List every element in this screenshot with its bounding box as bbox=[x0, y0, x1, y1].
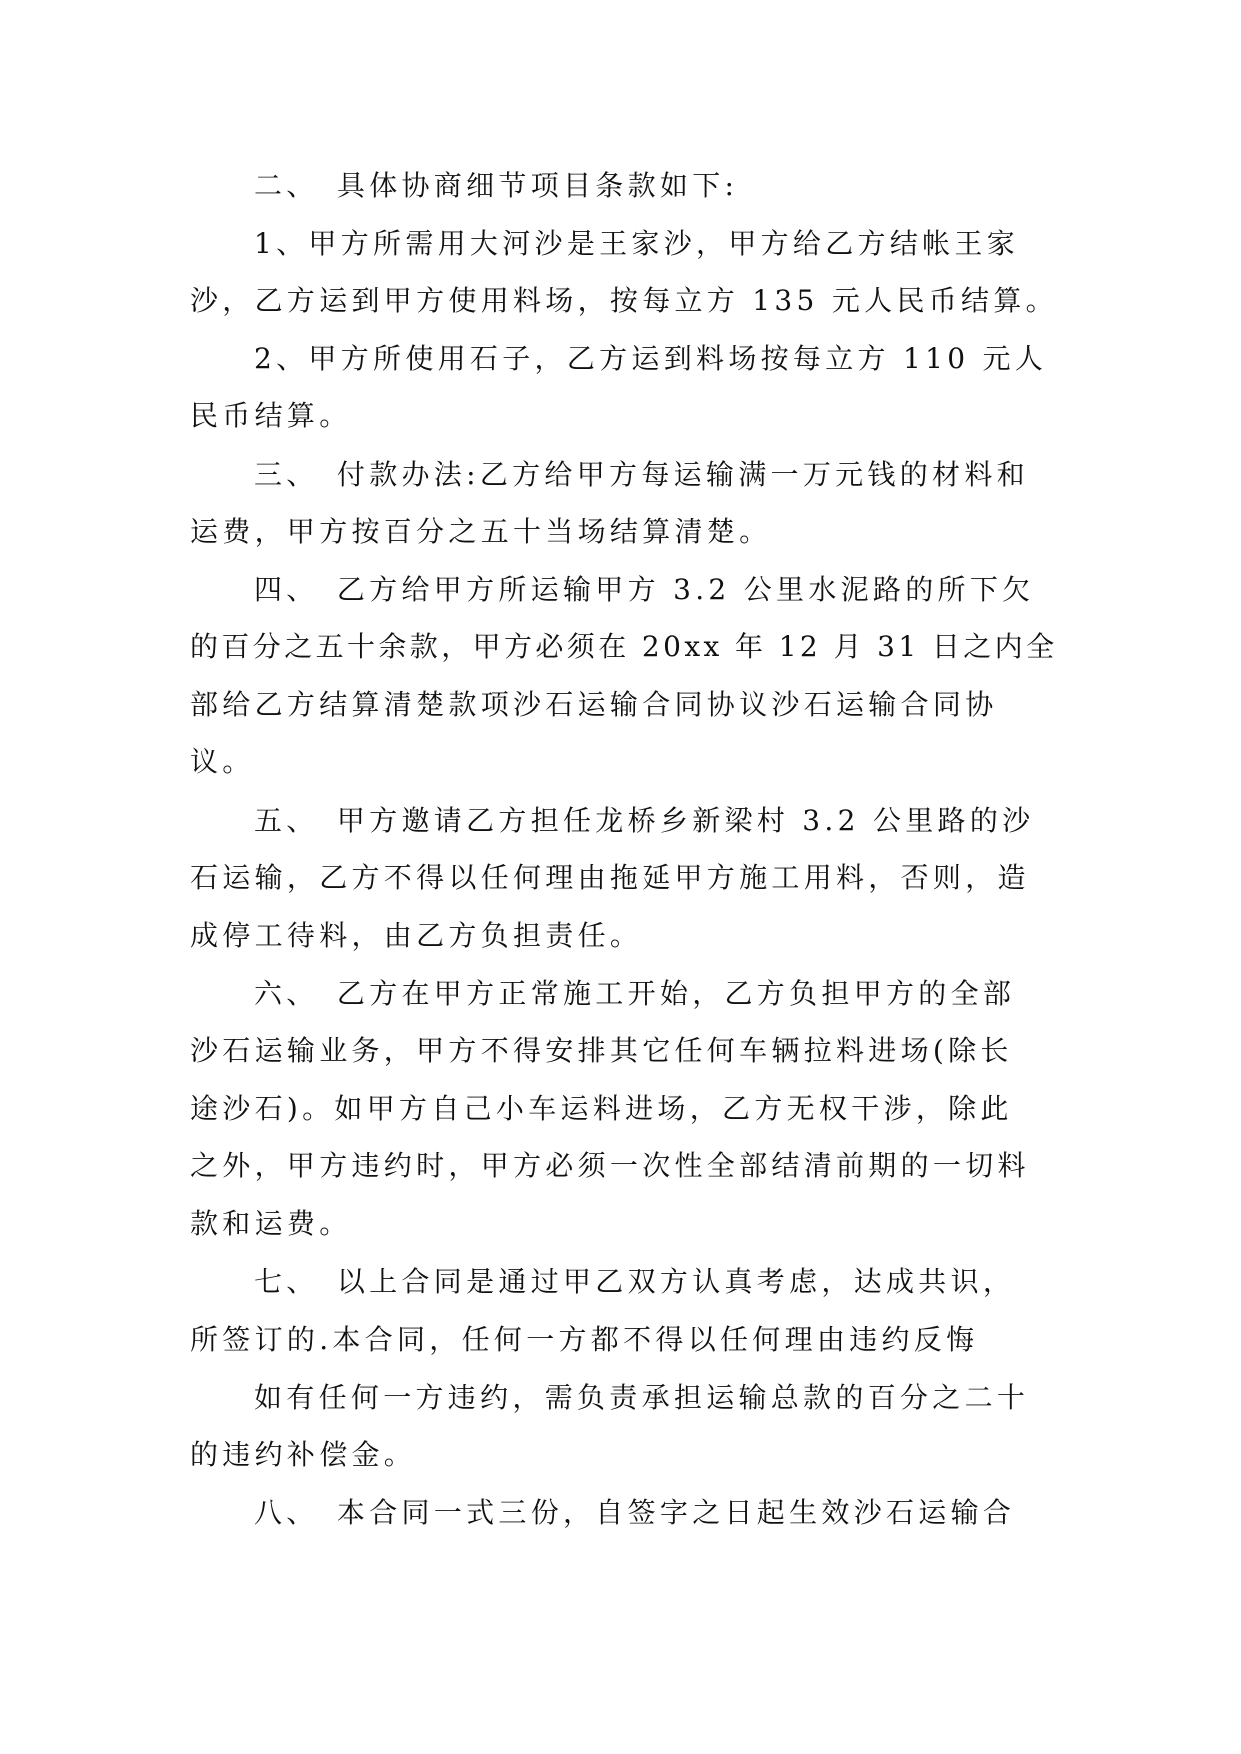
clause-8-line-1: 八、 本合同一式三份，自签字之日起生效沙石运输合 bbox=[254, 1496, 1016, 1529]
clause-3-line-1: 三、 付款办法:乙方给甲方每运输满一万元钱的材料和 bbox=[254, 458, 1029, 491]
clause-7-penalty-line-2: 的违约补偿金。 bbox=[190, 1438, 417, 1471]
clause-2-item-1-line-1: 1、甲方所需用大河沙是王家沙，甲方给乙方结帐王家 bbox=[254, 227, 1020, 260]
clause-6-line-4: 之外，甲方违约时，甲方必须一次性全部结清前期的一切料 bbox=[190, 1149, 1030, 1182]
clause-7-line-1: 七、 以上合同是通过甲乙双方认真考虑，达成共识， bbox=[254, 1265, 1016, 1298]
clause-4-line-3: 部给乙方结算清楚款项沙石运输合同协议沙石运输合同协 bbox=[190, 688, 998, 721]
clause-6-line-5: 款和运费。 bbox=[190, 1207, 352, 1240]
clause-4-line-2: 的百分之五十余款，甲方必须在 20xx 年 12 月 31 日之内全 bbox=[190, 630, 1058, 663]
clause-2-heading: 二、 具体协商细节项目条款如下: bbox=[254, 169, 739, 202]
clause-6-line-3: 途沙石)。如甲方自己小车运料进场，乙方无权干涉，除此 bbox=[190, 1092, 1013, 1125]
clause-2-item-2-line-2: 民币结算。 bbox=[190, 399, 352, 432]
clause-2-item-1-line-2: 沙，乙方运到甲方使用料场，按每立方 135 元人民币结算。 bbox=[190, 284, 1058, 317]
clause-3-line-2: 运费，甲方按百分之五十当场结算清楚。 bbox=[190, 515, 772, 548]
clause-4-line-1: 四、 乙方给甲方所运输甲方 3.2 公里水泥路的所下欠 bbox=[254, 573, 1035, 606]
clause-5-line-3: 成停工待料，由乙方负担责任。 bbox=[190, 919, 643, 952]
clause-2-item-2-line-1: 2、甲方所使用石子，乙方运到料场按每立方 110 元人 bbox=[254, 342, 1048, 375]
clause-5-line-2: 石运输，乙方不得以任何理由拖延甲方施工用料，否则，造 bbox=[190, 861, 1030, 894]
clause-7-penalty-line-1: 如有任何一方违约，需负责承担运输总款的百分之二十 bbox=[254, 1381, 1030, 1414]
clause-6-line-1: 六、 乙方在甲方正常施工开始，乙方负担甲方的全部 bbox=[254, 977, 1016, 1010]
clause-6-line-2: 沙石运输业务，甲方不得安排其它任何车辆拉料进场(除长 bbox=[190, 1034, 1013, 1067]
clause-5-line-1: 五、 甲方邀请乙方担任龙桥乡新梁村 3.2 公里路的沙 bbox=[254, 804, 1035, 837]
clause-4-line-4: 议。 bbox=[190, 745, 255, 778]
clause-7-line-2: 所签订的.本合同，任何一方都不得以任何理由违约反悔 bbox=[190, 1323, 979, 1356]
